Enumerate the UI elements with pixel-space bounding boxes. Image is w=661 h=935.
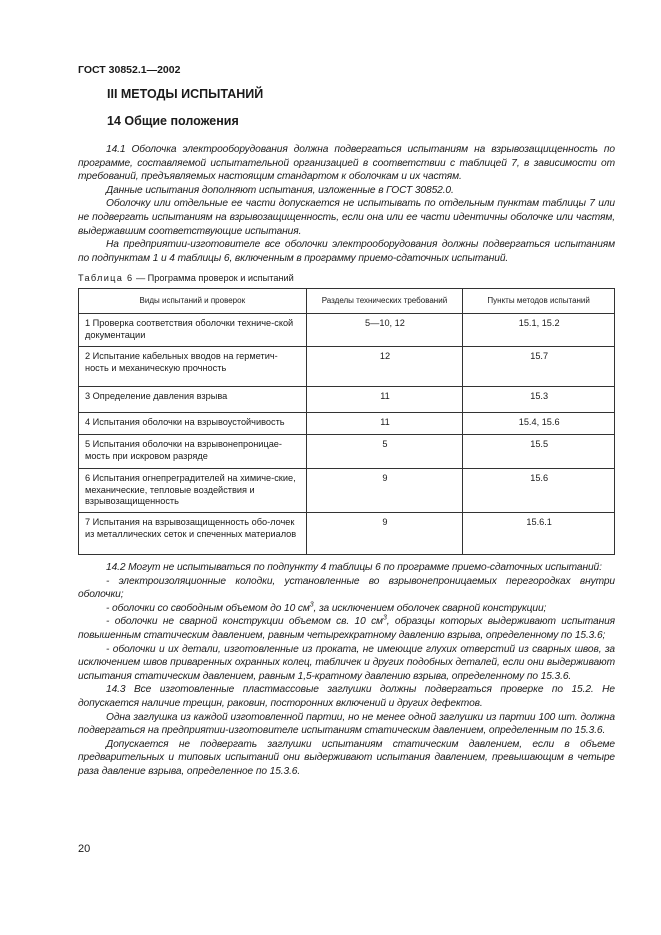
superscript: 3 <box>382 614 387 622</box>
table-cell: 1 Проверка соответствия оболочки техниче-ской документации <box>79 314 307 347</box>
paragraph: - электроизоляционные колодки, установленные во взрывонепроницаемых перегородках внутри оболочки; <box>78 575 615 601</box>
table-cell: 5 Испытания оболочки на взрывонепроницае-мость при искровом разряде <box>79 435 307 469</box>
table-cell: 9 <box>306 513 463 555</box>
table-cell: 4 Испытания оболочки на взрывоустойчивость <box>79 413 307 435</box>
paragraph: Допускается не подвергать заглушки испытаниям статическим давлением, если в объеме предварительных и типовых испытаний они выдерживают испытания давлением, превышающим в четыре раза давление взрыва, определенное по 15.3.6. <box>78 738 615 777</box>
text-run: - оболочки не сварной конструкции объемом св. 10 см <box>106 616 383 628</box>
paragraph: Одна заглушка из каждой изготовленной партии, но не менее одной заглушки из партии 100 шт. должна подвергаться на предприятии-изготовителе испытаниям статическим давлением, определенным по 15.3.6. <box>78 711 615 737</box>
paragraph <box>78 602 615 616</box>
table-row <box>79 435 615 469</box>
superscript: 3 <box>309 601 314 609</box>
section-title: III МЕТОДЫ ИСПЫТАНИЙ <box>107 87 264 101</box>
table-header-cell: Виды испытаний и проверок <box>79 289 307 314</box>
table-cell: 11 <box>306 413 463 435</box>
text-run: , за исключением оболочек сварной конструкции; <box>313 602 547 614</box>
table-cell: 15.3 <box>463 387 615 413</box>
table-caption-text: — Программа проверок и испытаний <box>133 273 294 283</box>
table-cell: 15.6.1 <box>463 513 615 555</box>
table-row <box>79 413 615 435</box>
table-row <box>79 347 615 387</box>
table-row <box>79 387 615 413</box>
table-cell: 15.7 <box>463 347 615 387</box>
text-run: - оболочки со свободным объемом до 10 см <box>106 602 310 614</box>
table-row <box>79 314 615 347</box>
table-header-row <box>79 289 615 314</box>
paragraph <box>78 615 615 642</box>
table-cell: 15.5 <box>463 435 615 469</box>
table-header-cell: Разделы технических требований <box>306 289 463 314</box>
table-row <box>79 469 615 513</box>
page-number: 20 <box>78 843 91 855</box>
table-cell: 9 <box>306 469 463 513</box>
subsection-title: 14 Общие положения <box>107 114 239 128</box>
table-caption-label: Таблица 6 <box>78 273 134 283</box>
table-cell: 15.4, 15.6 <box>463 413 615 435</box>
paragraph: Данные испытания дополняют испытания, изложенные в ГОСТ 30852.0. <box>106 184 454 196</box>
text-run: , образцы которых выдерживают испытания повышенным статическим давлением, равным четырехкратному давлению взрыва, определенному по 15.3.6; <box>78 616 615 641</box>
table-cell: 5—10, 12 <box>306 314 463 347</box>
table-cell: 15.1, 15.2 <box>463 314 615 347</box>
intro-paragraphs <box>78 143 615 265</box>
table-cell: 12 <box>306 347 463 387</box>
test-program-table <box>78 288 615 555</box>
table-row <box>79 513 615 555</box>
table-cell: 2 Испытание кабельных вводов на герметич-ность и механическую прочность <box>79 347 307 387</box>
paragraph: На предприятии-изготовителе все оболочки электрооборудования должны подвергаться испытаниям по подпунктам 1 и 4 таблицы 6, включенным в программу приемо-сдаточных испытаний. <box>78 239 615 264</box>
paragraph: - оболочки и их детали, изготовленные из проката, не имеющие глухих отверстий из сварных швов, за исключением швов приваренных охранных колец, табличек и других подобных деталей, если они выдерживают испытания статическим давлением, равным 1,5-кратному давлению взрыва, определенному по 15.3.6. <box>78 643 615 682</box>
table-cell: 15.6 <box>463 469 615 513</box>
table-cell: 5 <box>306 435 463 469</box>
table-cell: 7 Испытания на взрывозащищенность обо-лочек из металлических сеток и спеченных материалов <box>79 513 307 555</box>
paragraph: Оболочку или отдельные ее части допускается не испытывать по отдельным пунктам таблицы 7 или не подвергать испытаниям на взрывозащищенность, если она или ее части идентичны оболочке или частям, выдержавшим соответствующие испытания. <box>78 198 615 237</box>
table-cell: 3 Определение давления взрыва <box>79 387 307 413</box>
table-caption <box>78 273 294 283</box>
table-cell: 11 <box>306 387 463 413</box>
table-cell: 6 Испытания огнепреградителей на химиче-ские, механические, тепловые воздействия и взрывозащищенность <box>79 469 307 513</box>
table-header-cell: Пункты методов испытаний <box>463 289 615 314</box>
paragraph: 14.1 Оболочка электрооборудования должна подвергаться испытаниям на взрывозащищенность по программе, составляемой испытательной организацией в соответствии с таблицей 7, в зависимости от требований, предъявляемых настоящим стандартом к оболочкам и их частям. <box>78 144 615 183</box>
document-code: ГОСТ 30852.1—2002 <box>78 64 181 76</box>
paragraph: 14.2 Могут не испытываться по подпункту 4 таблицы 6 по программе приемо-сдаточных испытаний: <box>106 562 602 573</box>
paragraph: 14.3 Все изготовленные пластмассовые заглушки должны подвергаться проверке по 15.2. Не допускается наличие трещин, раковин, посторонних включений и других дефектов. <box>78 684 615 709</box>
clause-paragraphs <box>78 561 615 779</box>
